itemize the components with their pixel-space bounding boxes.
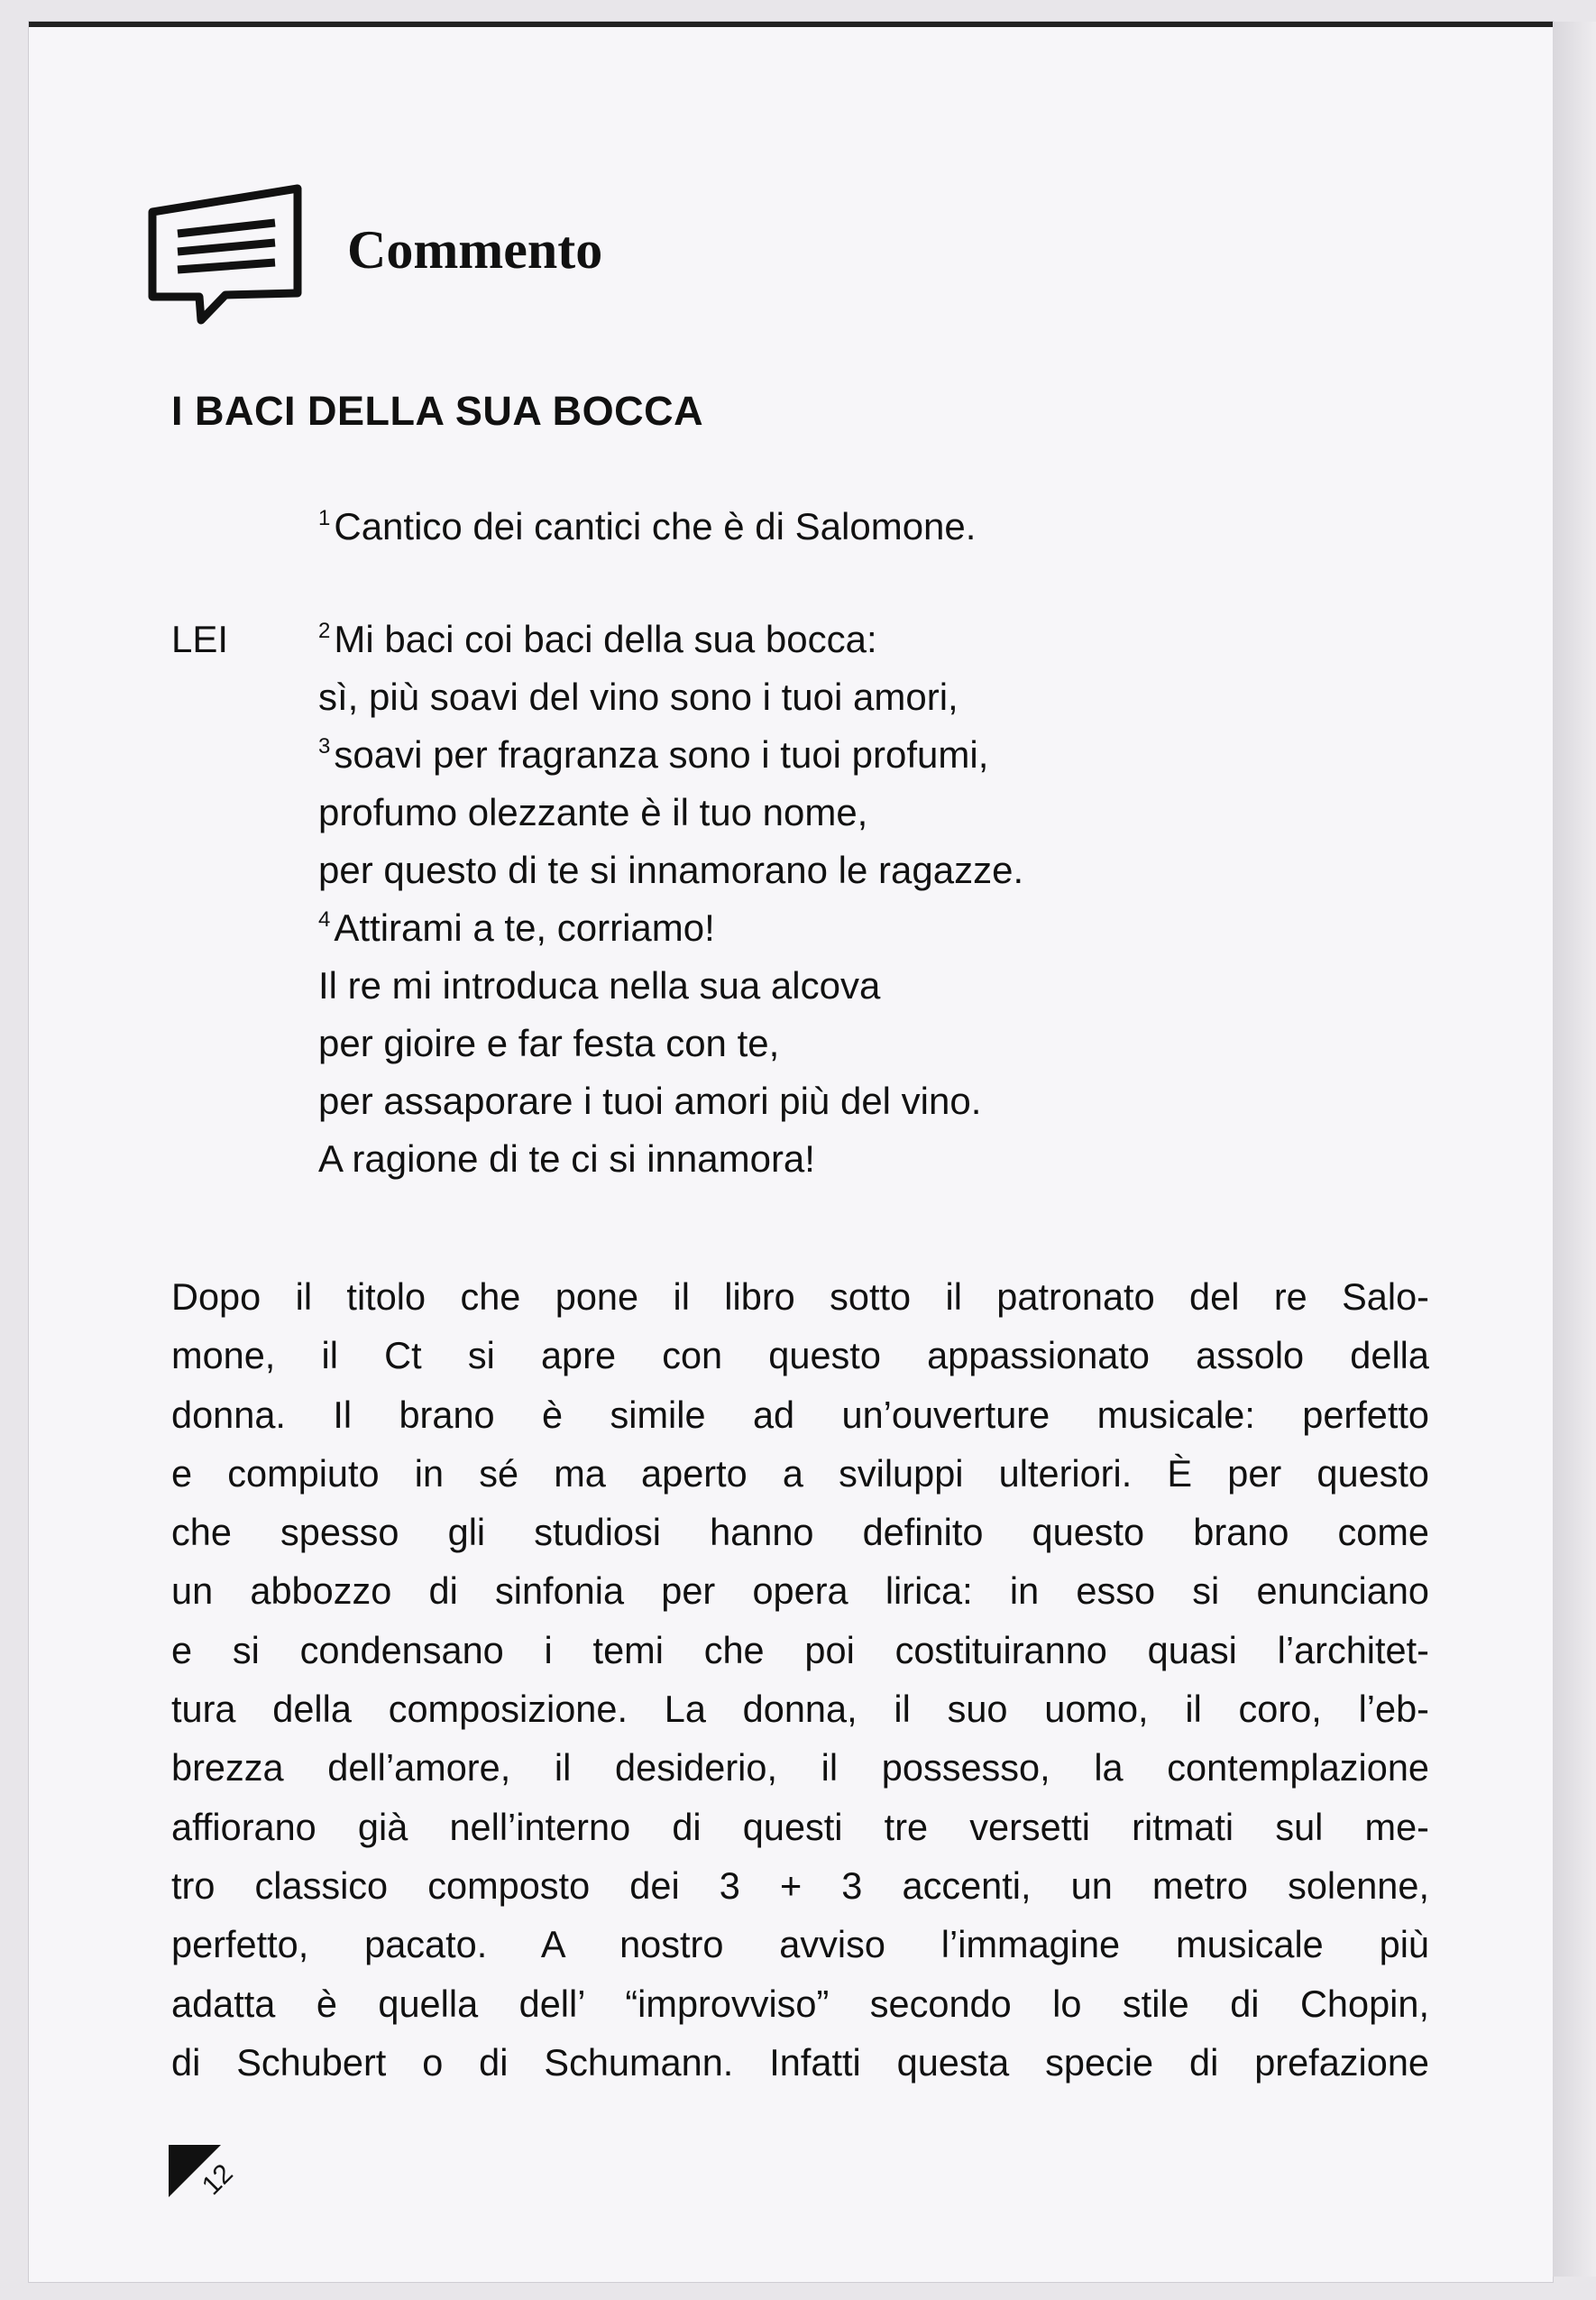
commentary-line: un abbozzo di sinfonia per opera lirica: in esso si enunciano xyxy=(171,1569,1429,1613)
verse-number: 2 xyxy=(318,619,331,643)
verse-number: 3 xyxy=(318,734,331,759)
commentary-line: affiorano già nell’interno di questi tre versetti ritmati sul me- xyxy=(171,1805,1429,1848)
verse-line xyxy=(318,1137,815,1181)
page-number: 12 xyxy=(196,2158,239,2202)
commentary-line: tura della composizione. La donna, il suo uomo, il coro, l’eb- xyxy=(171,1688,1429,1731)
commentary-line: e compiuto in sé ma aperto a sviluppi ulteriori. È per questo xyxy=(171,1451,1429,1495)
verse-text: per questo di te si innamorano le ragazze. xyxy=(318,849,1024,891)
verse-text: Il re mi introduca nella sua alcova xyxy=(318,964,881,1007)
commentary-line: donna. Il brano è simile ad un’ouverture musicale: perfetto xyxy=(171,1393,1429,1436)
commentary-line: tro classico composto dei 3 + 3 accenti, un metro solenne, xyxy=(171,1863,1429,1907)
verse-text: per gioire e far festa con te, xyxy=(318,1022,780,1064)
commentary-line: perfetto, pacato. A nostro avviso l’immagine musicale più xyxy=(171,1923,1429,1966)
verse-number: 4 xyxy=(318,907,331,932)
verse-line xyxy=(318,618,877,661)
verse-line xyxy=(318,733,988,777)
facing-page-edge xyxy=(1553,22,1596,2277)
verse-line xyxy=(318,505,976,548)
verse-text: A ragione di te ci si innamora! xyxy=(318,1137,815,1180)
commentary-line: di Schubert o di Schumann. Infatti questa specie di prefazione xyxy=(171,2040,1429,2084)
section-title: I BACI DELLA SUA BOCCA xyxy=(171,388,704,434)
verse-number: 1 xyxy=(318,506,331,530)
commentary-line: Dopo il titolo che pone il libro sotto il patronato del re Salo- xyxy=(171,1275,1429,1318)
verse-text: sì, più soavi del vino sono i tuoi amori, xyxy=(318,676,959,718)
verse-text: soavi per fragranza sono i tuoi profumi, xyxy=(334,733,989,776)
verse-line xyxy=(318,1022,779,1065)
verse-line xyxy=(318,791,867,834)
commentary-line: brezza dell’amore, il desiderio, il possesso, la contemplazione xyxy=(171,1746,1429,1789)
commentary-line: mone, il Ct si apre con questo appassionato assolo della xyxy=(171,1334,1429,1377)
comment-list-icon xyxy=(140,176,307,329)
commentary-line: che spesso gli studiosi hanno definito questo brano come xyxy=(171,1511,1429,1554)
commentary-line: adatta è quella dell’ “improvviso” secondo lo stile di Chopin, xyxy=(171,1982,1429,2025)
verse-line xyxy=(318,676,959,719)
header-title: Commento xyxy=(347,220,603,280)
verse-line xyxy=(318,849,1023,892)
verse-text: per assaporare i tuoi amori più del vino. xyxy=(318,1080,982,1122)
verse-line xyxy=(318,906,715,950)
commentary-paragraph xyxy=(171,1267,1429,2092)
speaker-label: LEI xyxy=(171,618,229,660)
verse-line xyxy=(318,1080,981,1123)
page-number-corner xyxy=(169,2145,239,2208)
verse-line xyxy=(318,964,880,1007)
verse-text: Cantico dei cantici che è di Salomone. xyxy=(334,505,977,547)
verse-text: profumo olezzante è il tuo nome, xyxy=(318,791,868,833)
verse-text: Attirami a te, corriamo! xyxy=(334,906,715,949)
commentary-line: e si condensano i temi che poi costituiranno quasi l’architet- xyxy=(171,1628,1429,1671)
verse-text: Mi baci coi baci della sua bocca: xyxy=(334,618,877,660)
